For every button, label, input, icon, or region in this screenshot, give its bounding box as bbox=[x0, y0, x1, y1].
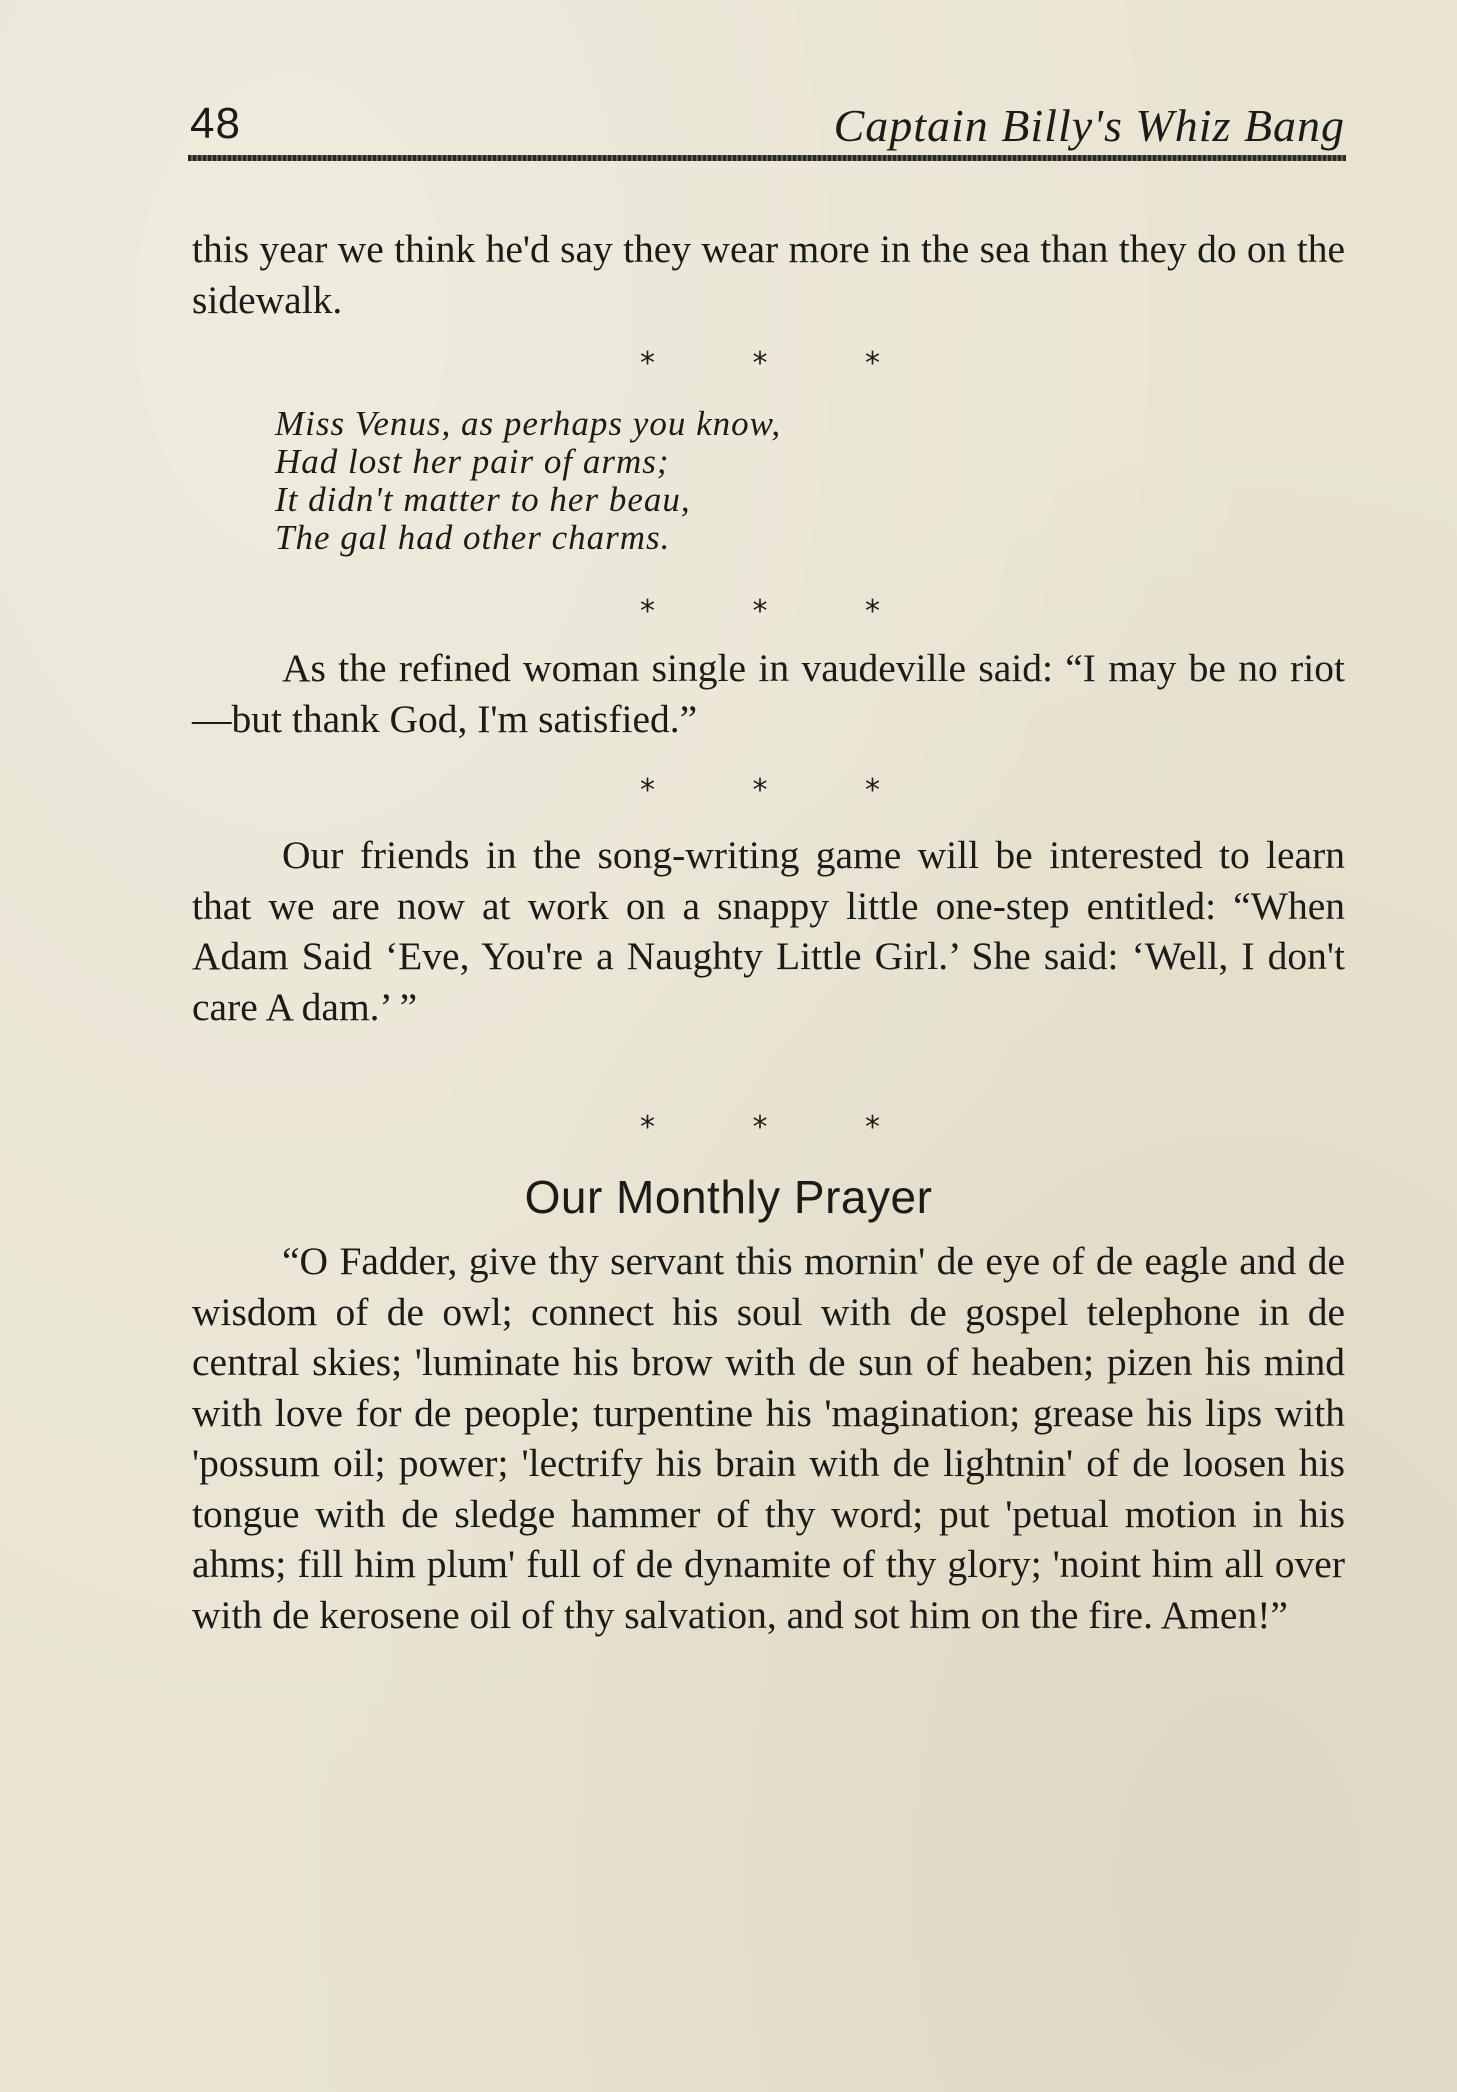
intro-paragraph-block bbox=[192, 224, 1345, 325]
separator-star: * bbox=[640, 773, 655, 808]
separator-star: * bbox=[865, 594, 880, 629]
vaudeville-paragraph-block bbox=[192, 643, 1345, 744]
separator-star: * bbox=[865, 1110, 880, 1145]
separator-star: * bbox=[752, 346, 768, 381]
songwriting-paragraph: Our friends in the song-writing game will be interested to learn that we are now at work on a snappy little one-step entitled: “When Adam Said ‘Eve, You're a Naughty Little Girl.’ She said: ‘Well, I don't care A dam.’ ” bbox=[192, 833, 1345, 1029]
prayer-paragraph-block bbox=[192, 1236, 1345, 1640]
verse-line: It didn't matter to her beau, bbox=[275, 480, 691, 519]
verse-line: Miss Venus, as perhaps you know, bbox=[275, 404, 782, 443]
section-heading: Our Monthly Prayer bbox=[524, 1171, 933, 1223]
separator-star: * bbox=[752, 773, 768, 808]
separator-3 bbox=[640, 773, 880, 808]
verse-block bbox=[275, 405, 781, 557]
separator-star: * bbox=[865, 773, 880, 808]
running-title: Captain Billy's Whiz Bang bbox=[833, 100, 1345, 151]
page-header bbox=[190, 95, 1345, 155]
verse-line: The gal had other charms. bbox=[275, 518, 671, 557]
separator-star: * bbox=[752, 594, 768, 629]
separator-2 bbox=[640, 594, 880, 629]
header-rule bbox=[188, 155, 1346, 161]
separator-1 bbox=[640, 346, 880, 381]
verse-line: Had lost her pair of arms; bbox=[275, 442, 670, 481]
page-number: 48 bbox=[190, 99, 241, 148]
separator-star: * bbox=[865, 346, 880, 381]
intro-paragraph: this year we think he'd say they wear more in the sea than they do on the sidewalk. bbox=[192, 227, 1345, 322]
separator-star: * bbox=[640, 594, 655, 629]
separator-star: * bbox=[640, 1110, 655, 1145]
songwriting-paragraph-block bbox=[192, 830, 1345, 1032]
separator-star: * bbox=[752, 1110, 768, 1145]
vaudeville-paragraph: As the refined woman single in vaudeville said: “I may be no riot—but thank God, I'm satisfied.” bbox=[192, 646, 1345, 741]
separator-4 bbox=[640, 1110, 880, 1145]
separator-star: * bbox=[640, 346, 655, 381]
prayer-paragraph: “O Fadder, give thy servant this mornin' de eye of de eagle and de wisdom of de owl; connect his soul with de gospel telephone in de central skies; 'luminate his brow with de sun of heaben; pizen his mind with love for de people; turpentine his 'magination; grease his lips with 'possum oil; power; 'lectrify his brain with de lightnin' of de loosen his tongue with de sledge hammer of thy word; put 'petual motion in his ahms; fill him plum' full of de dynamite of thy glory; 'noint him all over with de kerosene oil of thy salvation, and sot him on the fire. Amen!” bbox=[192, 1239, 1345, 1637]
